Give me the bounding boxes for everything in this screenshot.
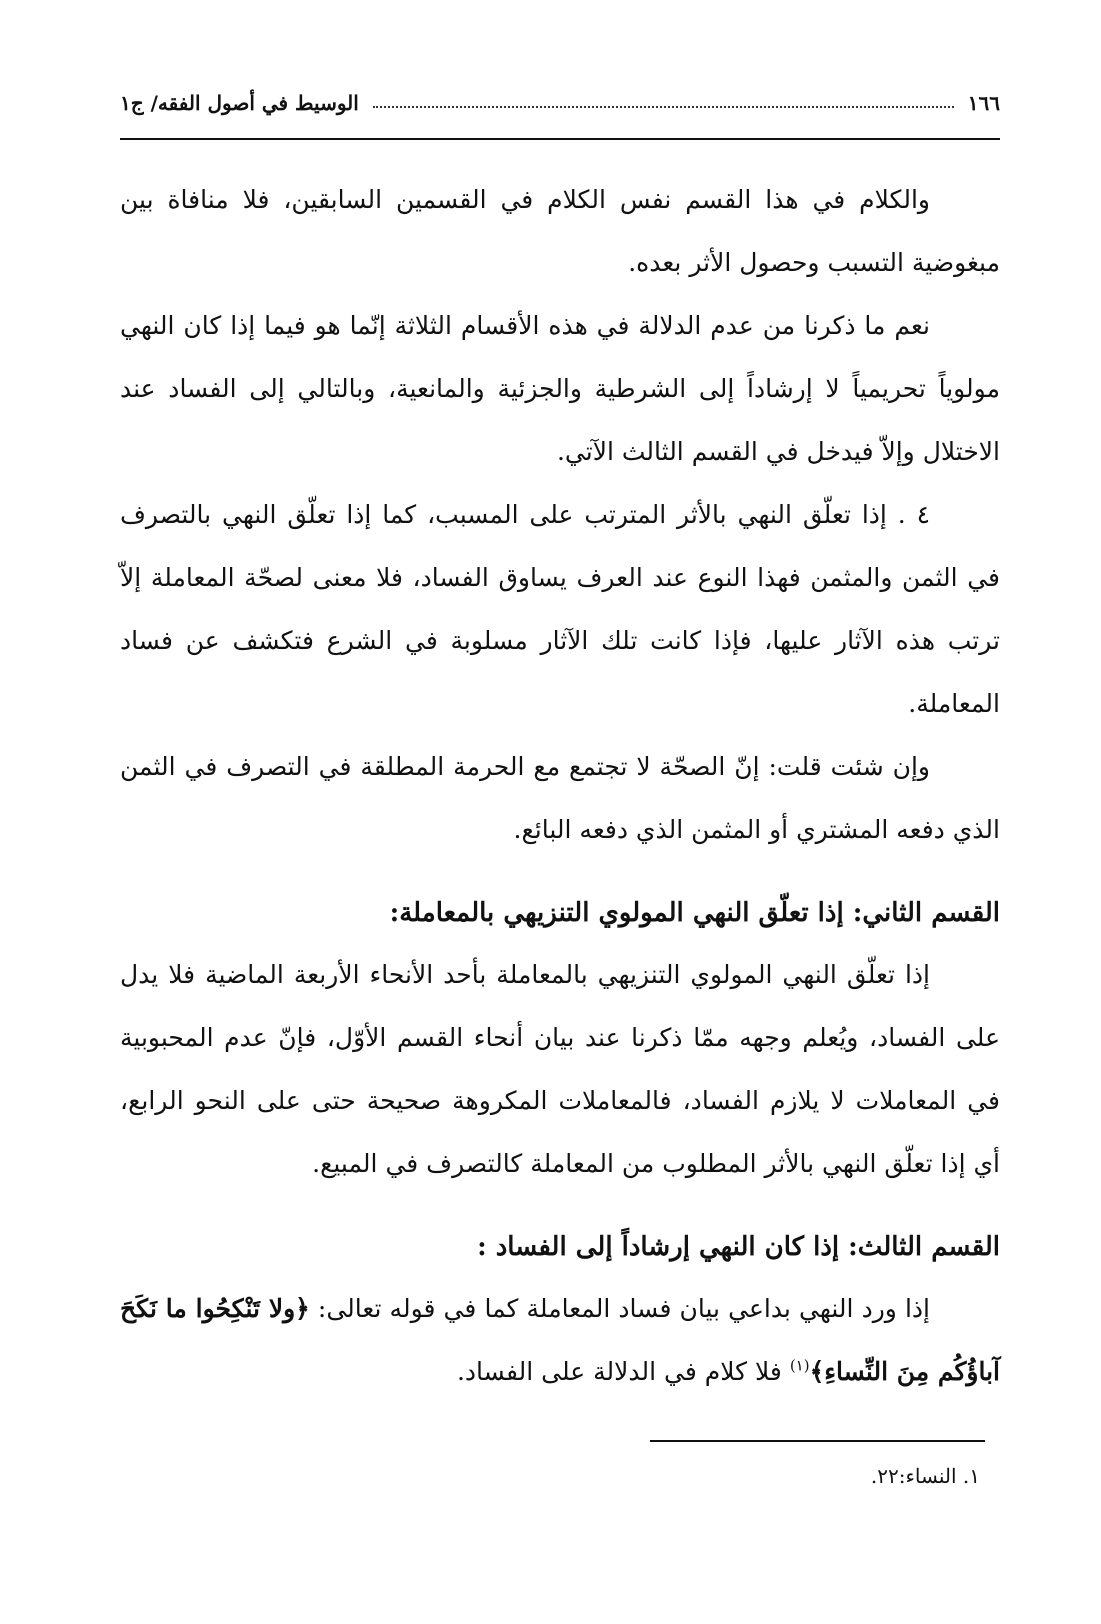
footnote: ١. النساء:٢٢. bbox=[870, 1464, 980, 1488]
quran-quote: ﴿ولا تَنْكِحُوا ما نَكَحَ آباؤُكُم مِنَ النِّساءِ﴾ bbox=[120, 1294, 1000, 1386]
body-text bbox=[120, 168, 1000, 1403]
paragraph-5: إذا تعلّق النهي المولوي التنزيهي بالمعاملة بأحد الأنحاء الأربعة الماضية فلا يدل على الفساد، ويُعلم وجهه ممّا ذكرنا عند بيان أنحاء القسم الأوّل، فإنّ عدم المحبوبية في المعاملات لا يلازم الفساد، فالمعاملات المكروهة صحيحة حتى على النحو الرابع، أي إذا تعلّق النهي بالأثر المطلوب من المعاملة كالتصرف في المبيع. bbox=[120, 960, 1000, 1178]
paragraph-2: نعم ما ذكرنا من عدم الدلالة في هذه الأقسام الثلاثة إنّما هو فيما إذا كان النهي مولوياً تحريمياً لا إرشاداً إلى الشرطية والجزئية والمانعية، وبالتالي إلى الفساد عند الاختلال وإلاّ فيدخل في القسم الثالث الآتي. bbox=[120, 311, 1000, 466]
paragraph-4: وإن شئت قلت: إنّ الصحّة لا تجتمع مع الحرمة المطلقة في التصرف في الثمن الذي دفعه المشتري أو المثمن الذي دفعه البائع. bbox=[120, 752, 1000, 844]
paragraph-6-intro: إذا ورد النهي بداعي بيان فساد المعاملة كما في قوله تعالى: bbox=[309, 1294, 931, 1323]
paragraph-1: والكلام في هذا القسم نفس الكلام في القسمين السابقين، فلا منافاة بين مبغوضية التسبب وحصول الأثر بعده. bbox=[120, 185, 1000, 277]
paragraph-6-tail: فلا كلام في الدلالة على الفساد. bbox=[456, 1357, 790, 1386]
header-rule bbox=[120, 138, 1000, 140]
running-header bbox=[120, 80, 1000, 126]
section-heading-2: القسم الثاني: إذا تعلّق النهي المولوي التنزيهي بالمعاملة: bbox=[389, 898, 1000, 928]
header-dot-leader bbox=[373, 98, 954, 108]
footnote-marker: (١) bbox=[789, 1356, 810, 1375]
section-heading-3: القسم الثالث: إذا كان النهي إرشاداً إلى الفساد : bbox=[477, 1232, 1000, 1262]
paragraph-3: ٤ . إذا تعلّق النهي بالأثر المترتب على المسبب، كما إذا تعلّق النهي بالتصرف في الثمن والمثمن فهذا النوع عند العرف يساوق الفساد، فلا معنى لصحّة المعاملة إلاّ ترتب هذه الآثار عليها، فإذا كانت تلك الآثار مسلوبة في الشرع فتكشف عن فساد المعاملة. bbox=[120, 500, 1000, 718]
running-title: الوسيط في أصول الفقه/ ج١ bbox=[120, 91, 359, 115]
page-number: ١٦٦ bbox=[967, 91, 1000, 115]
footnote-rule bbox=[650, 1440, 985, 1442]
paragraph-6 bbox=[120, 1277, 1000, 1403]
